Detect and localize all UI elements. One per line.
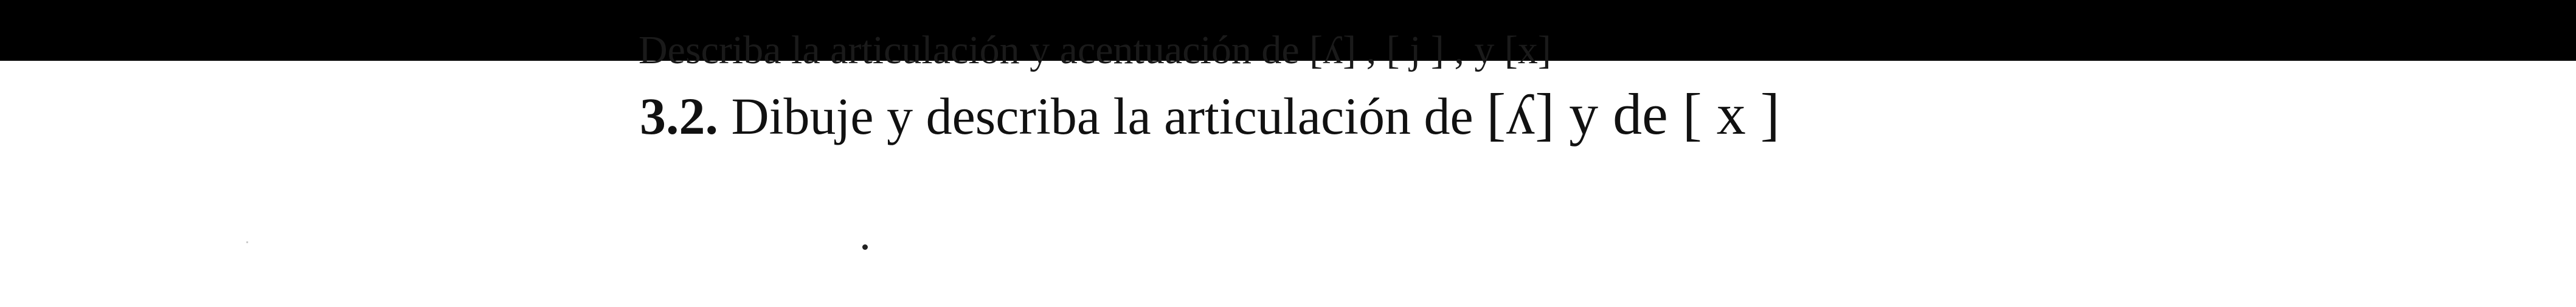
cropped-line-text: Describa la articulación y acentuación de [ʎ] , [ j ] , y [x] [639,28,1551,72]
ink-speck [862,244,868,250]
question-text: Dibuje y describa la articulación de [718,87,1487,145]
connector-y: y [1554,81,1613,147]
phoneme-palatal-lateral: [ʎ] [1486,81,1555,147]
connector-de: de [1613,81,1683,147]
scan-speck [246,241,248,243]
question-3-2 [640,81,1780,147]
cropped-previous-line [639,28,1855,72]
question-number: 3.2. [640,87,718,145]
phoneme-velar-fricative: [ x ] [1682,81,1780,147]
